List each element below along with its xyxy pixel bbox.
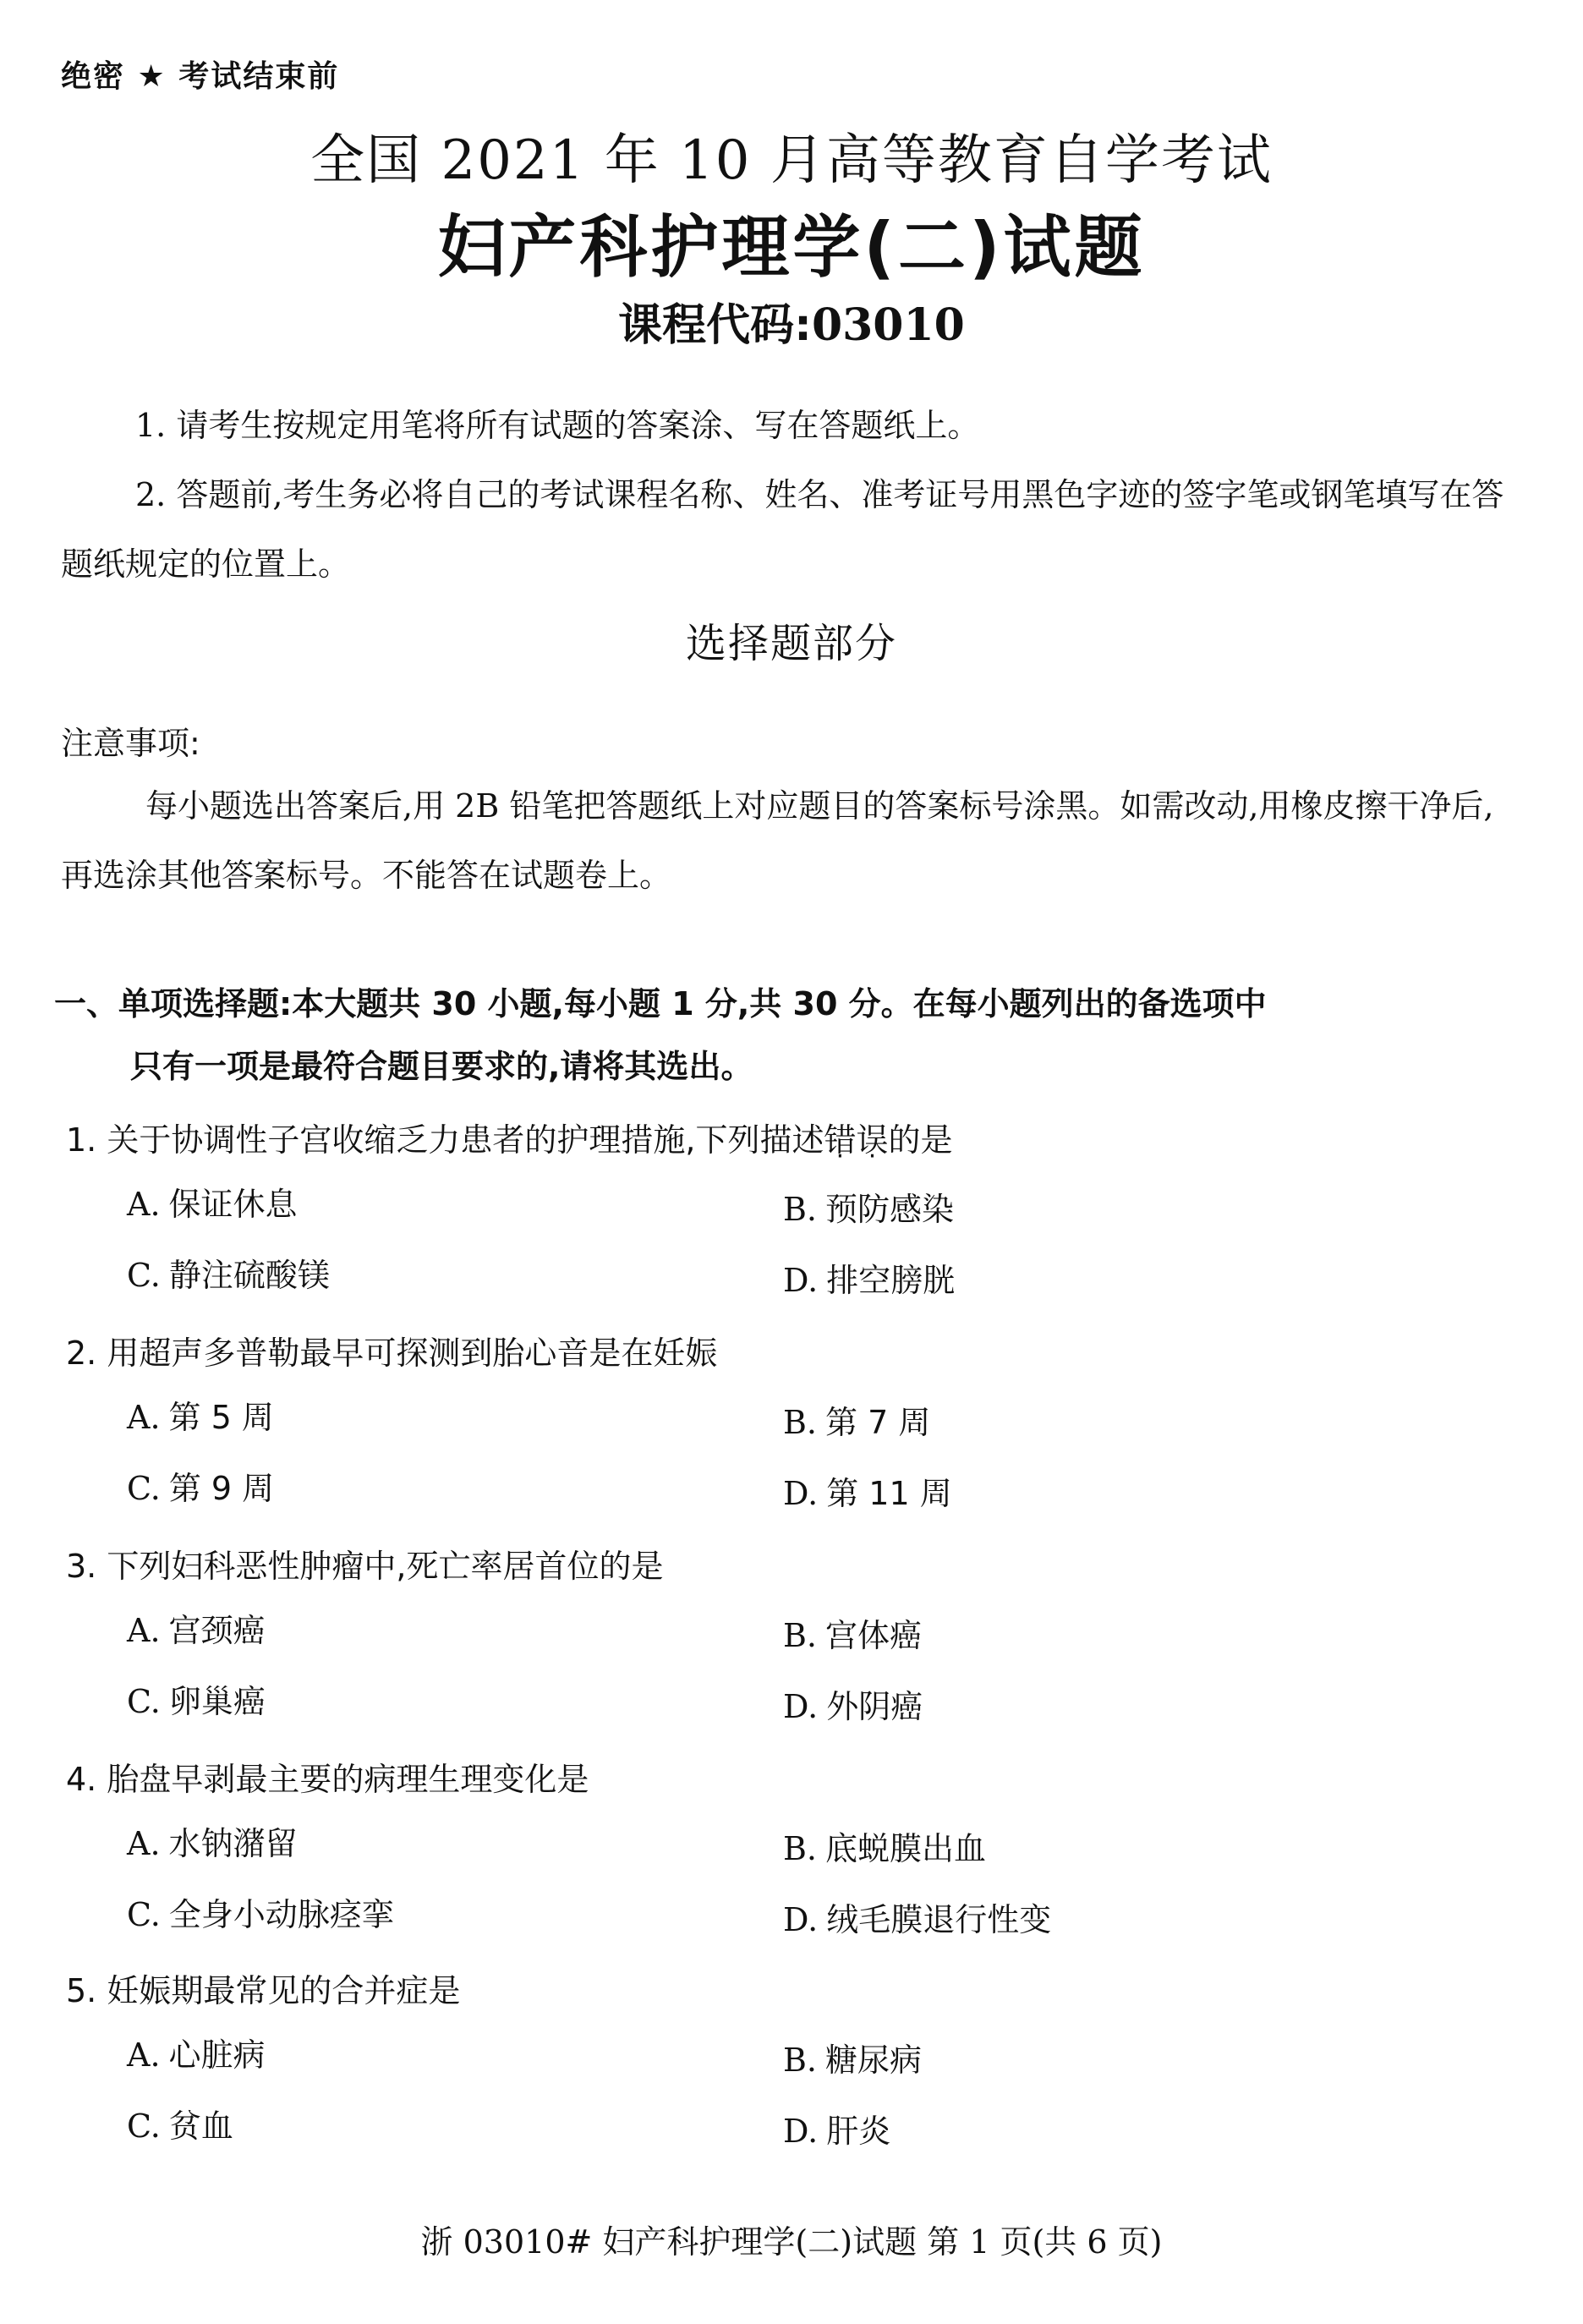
part-one-heading-line2: 只有一项是最符合题目要求的,请将其选出。 bbox=[130, 1048, 753, 1085]
question-4 bbox=[66, 1756, 1520, 1945]
option-b bbox=[783, 1186, 954, 1233]
option-letter: B. bbox=[783, 1617, 818, 1654]
option-letter: B. bbox=[783, 1191, 818, 1228]
emphasized-char: 误 bbox=[856, 1121, 889, 1159]
option-letter: C. bbox=[127, 1470, 161, 1507]
question-text: 用超声多普勒最早可探测到胎心音是在妊娠 bbox=[107, 1335, 718, 1372]
option-text: 肝炎 bbox=[826, 2113, 891, 2150]
course-code-value: 03010 bbox=[811, 299, 965, 351]
part-one-heading bbox=[54, 973, 1542, 1098]
option-text: 排空膀胱 bbox=[826, 1262, 956, 1299]
option-text: 外阴癌 bbox=[826, 1688, 923, 1725]
option-a bbox=[127, 1181, 298, 1228]
option-text: 第 11 周 bbox=[826, 1475, 952, 1512]
option-text: 保证休息 bbox=[168, 1186, 298, 1223]
option-a bbox=[127, 2031, 266, 2079]
option-b bbox=[783, 1399, 930, 1446]
exam-title: 全国 2021 年 10 月高等教育自学考试 bbox=[310, 129, 1273, 192]
question-stem bbox=[66, 1756, 1520, 1803]
option-a bbox=[127, 1394, 274, 1441]
option-letter: B. bbox=[783, 1830, 818, 1867]
question-number: 4. bbox=[66, 1761, 97, 1798]
option-letter: B. bbox=[783, 1404, 818, 1441]
option-text: 第 9 周 bbox=[168, 1470, 275, 1507]
option-c bbox=[127, 1678, 266, 1725]
option-text: 糖尿病 bbox=[825, 2042, 923, 2079]
question-options bbox=[66, 1377, 1520, 1519]
option-d bbox=[783, 1896, 1051, 1943]
question-text: 下列妇科恶性肿瘤中,死亡率居首位的是 bbox=[107, 1548, 664, 1585]
section-heading: 选择题部分 bbox=[685, 620, 897, 667]
question-stem bbox=[66, 1967, 1520, 2014]
option-c bbox=[127, 2102, 233, 2150]
option-letter: A. bbox=[127, 1825, 161, 1862]
question-2 bbox=[66, 1329, 1520, 1519]
option-text: 水钠潴留 bbox=[168, 1825, 298, 1862]
option-letter: D. bbox=[783, 1688, 819, 1725]
course-code-label: 课程代码: bbox=[618, 300, 812, 351]
question-options bbox=[66, 2014, 1520, 2157]
question-5 bbox=[66, 1967, 1520, 2157]
option-letter: C. bbox=[127, 2107, 161, 2145]
part-one-heading-line1: 一、单项选择题:本大题共 30 小题,每小题 1 分,共 30 分。在每小题列出的备选项中 bbox=[54, 985, 1267, 1022]
option-letter: A. bbox=[127, 1399, 161, 1436]
confidential-label: 绝密 ★ 考试结束前 bbox=[61, 59, 340, 94]
question-number: 3. bbox=[66, 1548, 97, 1585]
option-b bbox=[783, 1612, 922, 1659]
option-text: 静注硫酸镁 bbox=[168, 1257, 330, 1294]
question-1 bbox=[66, 1116, 1520, 1306]
instruction-2: 2. 答题前,考生务必将自己的考试课程名称、姓名、准考证号用黑色字迹的签字笔或钢笔填写在答题纸规定的位置上。 bbox=[61, 476, 1504, 583]
option-letter: D. bbox=[783, 2113, 819, 2150]
question-stem bbox=[66, 1543, 1520, 1590]
option-text: 卵巢癌 bbox=[168, 1683, 266, 1720]
question-text: 妊娠期最常见的合并症是 bbox=[107, 1972, 461, 2009]
option-letter: C. bbox=[127, 1683, 161, 1720]
option-letter: C. bbox=[127, 1896, 161, 1933]
instruction-1: 1. 请考生按规定用笔将所有试题的答案涂、写在答题纸上。 bbox=[135, 407, 980, 444]
option-text: 贫血 bbox=[168, 2107, 233, 2145]
option-letter: C. bbox=[127, 1257, 161, 1294]
question-text: 胎盘早剥最主要的病理生理变化是 bbox=[107, 1761, 589, 1798]
question-options bbox=[66, 1164, 1520, 1306]
notice-body: 每小题选出答案后,用 2B 铅笔把答题纸上对应题目的答案标号涂黑。如需改动,用橡皮擦干净后,再选涂其他答案标号。不能答在试题卷上。 bbox=[61, 787, 1494, 894]
option-d bbox=[783, 1257, 955, 1304]
question-number: 2. bbox=[66, 1335, 97, 1372]
option-d bbox=[783, 2107, 890, 2155]
page-footer: 浙 03010# 妇产科护理学(二)试题 第 1 页(共 6 页) bbox=[420, 2223, 1163, 2261]
general-instructions bbox=[61, 391, 1524, 599]
question-options bbox=[66, 1803, 1520, 1945]
option-text: 第 7 周 bbox=[825, 1404, 931, 1441]
question-text: 关于协调性子宫收缩乏力患者的护理措施,下列描述 bbox=[107, 1121, 824, 1159]
option-text: 第 5 周 bbox=[168, 1399, 274, 1436]
option-d bbox=[783, 1683, 923, 1730]
question-number: 5. bbox=[66, 1972, 97, 2009]
option-letter: A. bbox=[127, 1612, 161, 1649]
option-a bbox=[127, 1607, 266, 1654]
subject-title: 妇产科护理学(二)试题 bbox=[437, 208, 1146, 287]
option-a bbox=[127, 1820, 298, 1867]
question-3 bbox=[66, 1543, 1520, 1732]
option-c bbox=[127, 1252, 330, 1299]
emphasized-char: 错 bbox=[824, 1121, 857, 1159]
course-code bbox=[0, 289, 1583, 353]
option-text: 宫颈癌 bbox=[168, 1612, 266, 1649]
option-text: 宫体癌 bbox=[825, 1617, 923, 1654]
question-text-end: 的是 bbox=[888, 1121, 953, 1159]
option-letter: A. bbox=[127, 1186, 161, 1223]
option-text: 预防感染 bbox=[825, 1191, 955, 1228]
option-b bbox=[783, 1825, 986, 1872]
notice-label: 注意事项: bbox=[61, 725, 200, 762]
option-text: 心脏病 bbox=[168, 2036, 266, 2074]
question-stem bbox=[66, 1329, 1520, 1377]
option-letter: D. bbox=[783, 1262, 819, 1299]
option-letter: B. bbox=[783, 2042, 818, 2079]
option-text: 底蜕膜出血 bbox=[825, 1830, 987, 1867]
option-b bbox=[783, 2036, 922, 2084]
question-number: 1. bbox=[66, 1121, 97, 1159]
option-c bbox=[127, 1891, 394, 1938]
option-letter: D. bbox=[783, 1901, 819, 1938]
option-d bbox=[783, 1470, 952, 1517]
option-text: 全身小动脉痉挛 bbox=[168, 1896, 394, 1933]
question-stem bbox=[66, 1116, 1520, 1164]
option-c bbox=[127, 1465, 274, 1512]
option-letter: D. bbox=[783, 1475, 819, 1512]
option-text: 绒毛膜退行性变 bbox=[826, 1901, 1052, 1938]
option-letter: A. bbox=[127, 2036, 161, 2074]
question-options bbox=[66, 1590, 1520, 1732]
